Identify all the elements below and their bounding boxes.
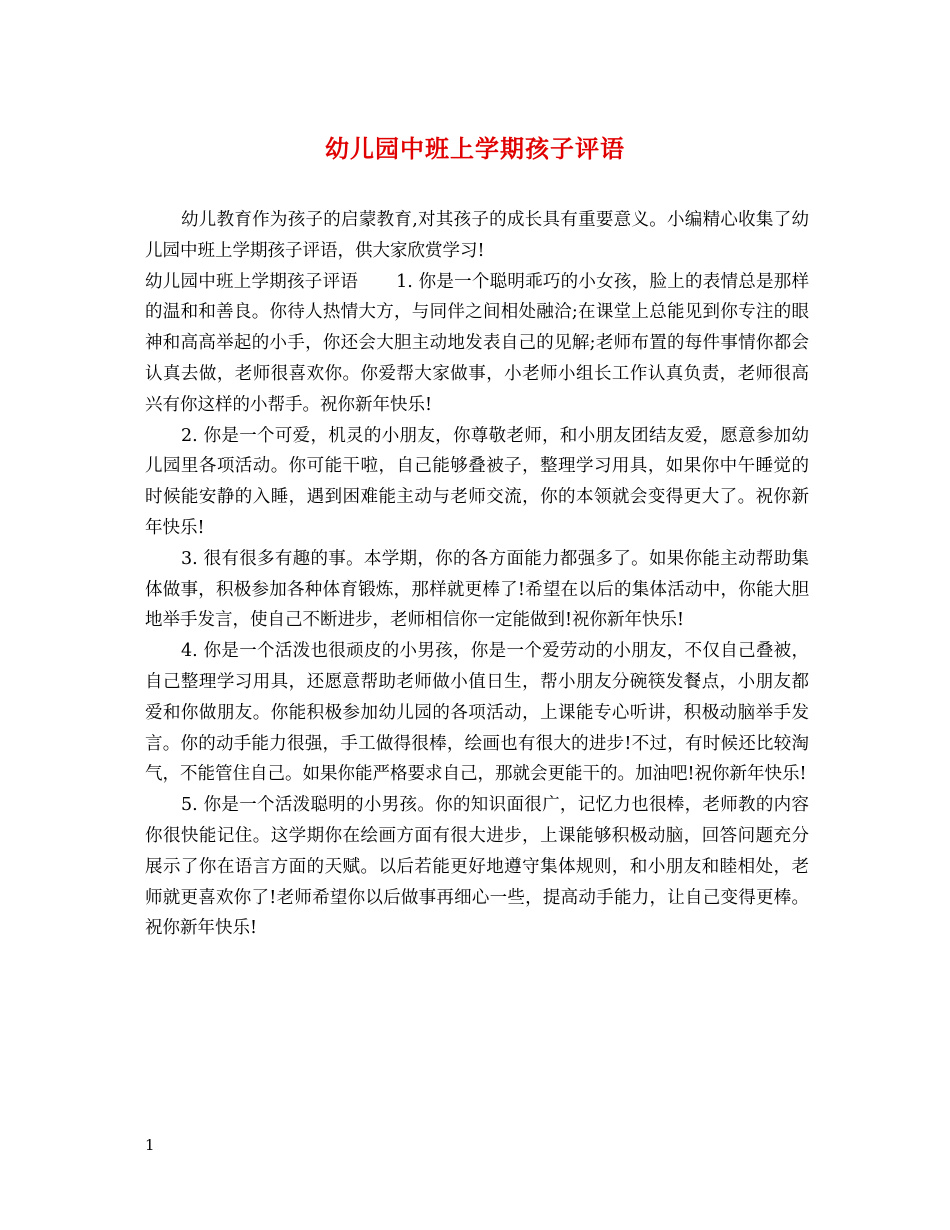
comment-paragraph-1 [145,267,809,421]
comment-item-3: 3. 很有很多有趣的事。本学期，你的各方面能力都强多了。如果你能主动帮助集体做事，积极参加各种体育锻炼，那样就更棒了!希望在以后的集体活动中，你能大胆地举手发言，使自己不断进步，老师相信你一定能做到!祝你新年快乐! [145,548,809,631]
comment-item-2: 2. 你是一个可爱，机灵的小朋友，你尊敬老师，和小朋友团结友爱，愿意参加幼儿园里各项活动。你可能干啦，自己能够叠被子，整理学习用具，如果你中午睡觉的时候能安静的入睡，遇到困难能主动与老师交流，你的本领就会变得更大了。祝你新年快乐! [145,425,809,538]
document-body [145,205,809,944]
intro-paragraph: 幼儿教育作为孩子的启蒙教育,对其孩子的成长具有重要意义。小编精心收集了幼儿园中班上学期孩子评语，供大家欣赏学习! [145,210,809,261]
comment-item-5: 5. 你是一个活泼聪明的小男孩。你的知识面很广，记忆力也很棒，老师教的内容你很快能记住。这学期你在绘画方面有很大进步，上课能够积极动脑，回答问题充分展示了你在语言方面的天赋。以后若能更好地遵守集体规则，和小朋友和睦相处，老师就更喜欢你了!老师希望你以后做事再细心一些，提高动手能力，让自己变得更棒。祝你新年快乐! [145,795,809,939]
section-label: 幼儿园中班上学期孩子评语 [145,271,359,292]
document-title: 幼儿园中班上学期孩子评语 [325,134,625,163]
comment-item-4: 4. 你是一个活泼也很顽皮的小男孩，你是一个爱劳动的小朋友，不仅自己叠被，自己整理学习用具，还愿意帮助老师做小值日生，帮小朋友分碗筷发餐点，小朋友都爱和你做朋友。你能积极参加幼儿园的各项活动，上课能专心听讲，积极动脑举手发言。你的动手能力很强，手工做得很棒，绘画也有很大的进步!不过，有时候还比较淘气，不能管住自己。如果你能严格要求自己，那就会更能干的。加油吧!祝你新年快乐! [145,641,809,785]
page-number: 1 [145,1136,155,1154]
comment-item-1: 1. 你是一个聪明乖巧的小女孩，脸上的表情总是那样的温和和善良。你待人热情大方，与同伴之间相处融洽;在课堂上总能见到你专注的眼神和高高举起的小手，你还会大胆主动地发表自己的见解;老师布置的每件事情你都会认真去做，老师很喜欢你。你爱帮大家做事，小老师小组长工作认真负责，老师很高兴有你这样的小帮手。祝你新年快乐! [145,271,810,415]
